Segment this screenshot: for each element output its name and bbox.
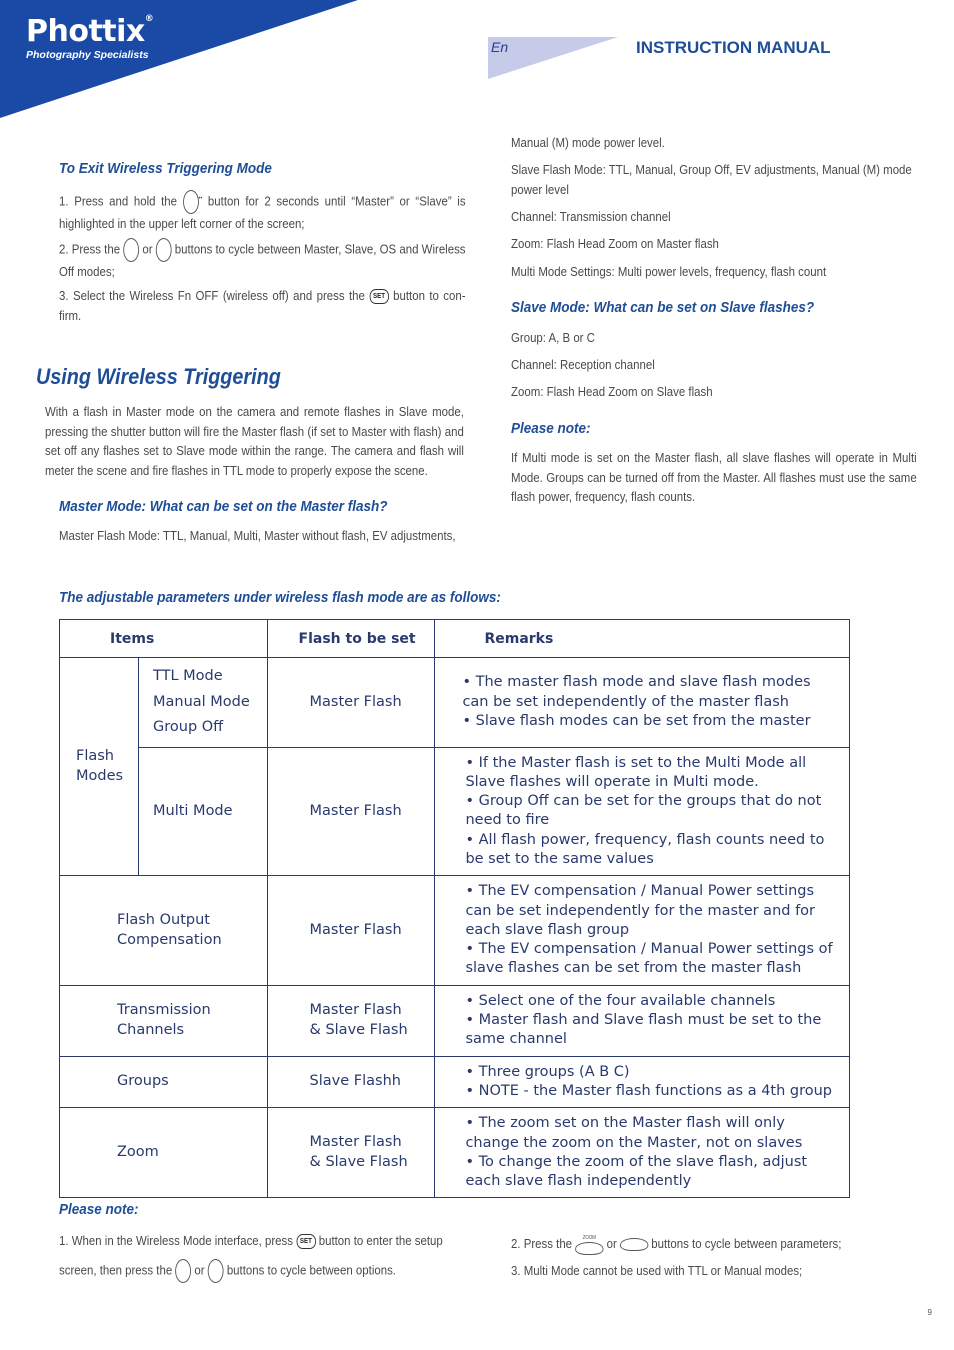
table-row [60, 985, 850, 1056]
language-label: En [491, 39, 509, 55]
slave-line-3: Zoom: Flash Head Zoom on Slave flash [511, 384, 713, 399]
flash-cell: Master Flash [267, 658, 435, 748]
item-cell: Groups [60, 1056, 268, 1108]
using-section-title: Using Wireless Triggering [36, 364, 281, 389]
set-button-icon: SET [296, 1234, 315, 1249]
parameters-table [59, 619, 850, 1198]
right-dial-button-icon [208, 1259, 224, 1283]
table-row [60, 876, 850, 985]
flash-cell: Master Flash [267, 876, 435, 985]
zoom-down-button-icon [620, 1238, 648, 1251]
item-cell: Transmission Channels [60, 985, 268, 1056]
right-line-1: Manual (M) mode power level. [511, 135, 665, 150]
left-dial-button-icon [175, 1259, 191, 1283]
exit-section-title: To Exit Wireless Triggering Mode [59, 160, 272, 177]
header-remarks: Remarks [435, 620, 850, 658]
remarks-cell: • If the Master flash is set to the Multi Mode all Slave flashes will operate in Multi mode. • Group Off can be set for the groups that do not need to fire • All flash power, frequency, flash counts need to be set to the same values [435, 747, 850, 876]
remarks-cell: • Select one of the four available channels • Master flash and Slave flash must be set to the same channel [435, 985, 850, 1056]
exit-step-1: 1. Press and hold the •• button for 2 seconds until “Master” or “Slave” is highlighted in the upper left corner of the screen; [59, 190, 466, 234]
flash-cell: Master Flash & Slave Flash [267, 985, 435, 1056]
master-mode-line: Master Flash Mode: TTL, Manual, Multi, Master without flash, EV adjustments, [59, 528, 456, 543]
table-header-row [60, 620, 850, 658]
remarks-cell: • The master flash mode and slave flash modes can be set independently of the master flash • Slave flash modes can be set from the master [435, 658, 850, 748]
bottom-note-line-2: screen, then press the or buttons to cycle between options. [59, 1259, 396, 1283]
right-line-4: Zoom: Flash Head Zoom on Master flash [511, 236, 719, 251]
wireless-button-icon [183, 190, 199, 214]
exit-step-2: 2. Press the or buttons to cycle between Master, Slave, OS and Wireless Off modes; [59, 238, 466, 282]
phottix-logo: Phottix® [26, 14, 154, 49]
please-note-body: If Multi mode is set on the Master flash, all slave flashes will operate in Multi Mode. Groups can be turned off from the Master. All flashes must use the same flash power, frequency, flash counts. [511, 450, 917, 504]
bottom-note-line-4: 3. Multi Mode cannot be used with TTL or Manual modes; [511, 1263, 803, 1278]
bottom-note-line-1: 1. When in the Wireless Mode interface, press SET button to enter the setup [59, 1233, 443, 1248]
zoom-up-button-icon [575, 1242, 603, 1255]
item-cell: Zoom [60, 1108, 268, 1198]
item-cell: TTL Mode Manual Mode Group Off [139, 658, 268, 748]
right-dial-button-icon [156, 238, 172, 262]
table-row [60, 1108, 850, 1198]
slave-line-2: Channel: Reception channel [511, 357, 655, 372]
table-row [60, 1056, 850, 1108]
bottom-note-line-3: 2. Press the ZOOM or buttons to cycle between parameters; [511, 1234, 841, 1255]
right-line-2: Slave Flash Mode: TTL, Manual, Group Off, EV adjustments, Manual (M) mode power level [511, 162, 912, 197]
using-section-body: With a flash in Master mode on the camera and remote flashes in Slave mode, pressing the shutter button will fire the Master flash (if set to Master with flash) and set off any flashes set to Slave mode within the range. The camera and flash will meter the scene and fire flashes in TTL mode to properly expose the scene. [45, 404, 464, 478]
document-title: INSTRUCTION MANUAL [636, 38, 831, 57]
flash-cell: Slave Flashh [267, 1056, 435, 1108]
flash-cell: Master Flash & Slave Flash [267, 1108, 435, 1198]
zoom-label: ZOOM [582, 1234, 596, 1241]
slave-mode-title: Slave Mode: What can be set on Slave flashes? [511, 299, 815, 316]
item-cell: Flash Output Compensation [60, 876, 268, 985]
flash-modes-cell: Flash Modes [60, 658, 139, 876]
table-row [60, 747, 850, 876]
set-button-icon: SET [369, 289, 388, 304]
right-line-5: Multi Mode Settings: Multi power levels, frequency, flash count [511, 264, 827, 279]
remarks-cell: • The EV compensation / Manual Power settings can be set independently for the master and for each slave flash group • The EV compensation / Manual Power settings of slave flashes can be set from the master flash [435, 876, 850, 985]
master-mode-title: Master Mode: What can be set on the Master flash? [59, 498, 388, 515]
page-number: 9 [927, 1308, 932, 1317]
table-caption: The adjustable parameters under wireless flash mode are as follows: [59, 589, 501, 606]
remarks-cell: • Three groups (A B C) • NOTE - the Master flash functions as a 4th group [435, 1056, 850, 1108]
right-line-3: Channel: Transmission channel [511, 209, 671, 224]
bottom-note-title: Please note: [59, 1201, 139, 1218]
item-cell: Multi Mode [139, 747, 268, 876]
header-items: Items [60, 620, 268, 658]
logo-tagline: Photography Specialists [26, 49, 149, 61]
please-note-title: Please note: [511, 420, 591, 437]
left-dial-button-icon [123, 238, 139, 262]
exit-step-3: 3. Select the Wireless Fn OFF (wireless off) and press the SET button to con-firm. [59, 288, 466, 323]
header-flash: Flash to be set [267, 620, 435, 658]
flash-cell: Master Flash [267, 747, 435, 876]
slave-line-1: Group: A, B or C [511, 330, 595, 345]
table-row [60, 658, 850, 748]
remarks-cell: • The zoom set on the Master flash will only change the zoom on the Master, not on slaves • To change the zoom of the slave flash, adjust each slave flash independently [435, 1108, 850, 1198]
